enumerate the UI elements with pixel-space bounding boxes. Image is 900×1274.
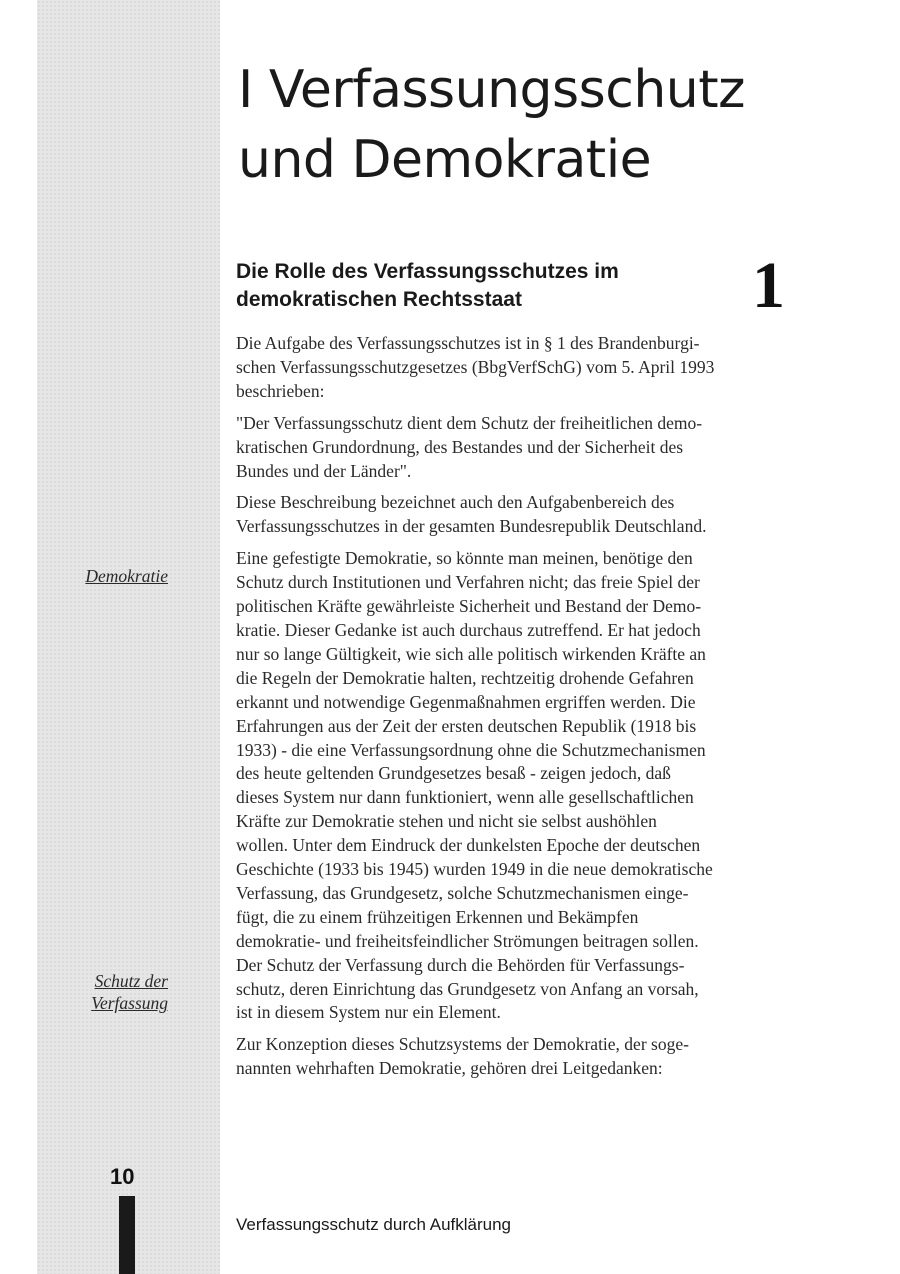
sidebar-band (37, 0, 220, 1274)
paragraph-line: Erfahrungen aus der Zeit der ersten deutschen Republik (1918 bis (236, 715, 697, 736)
paragraph (236, 332, 836, 404)
paragraph-line: Eine gefestigte Demokratie, so könnte man meinen, benötige den (236, 548, 693, 569)
paragraph-line: 1933) - die eine Verfassungsordnung ohne die Schutzmechanismen (236, 739, 706, 760)
paragraph-line: wollen. Unter dem Eindruck der dunkelsten Epoche der deutschen (236, 835, 701, 856)
paragraph-line: kratischen Grundordnung, des Bestandes und der Sicherheit des (236, 436, 684, 457)
margin-note-demokratie (40, 565, 168, 587)
margin-note-schutz-der-verfassung (40, 970, 168, 1014)
paragraph-line: "Der Verfassungsschutz dient dem Schutz der freiheitlichen demo- (236, 412, 703, 433)
paragraph-line: fügt, die zu einem frühzeitigen Erkennen und Bekämpfen (236, 906, 639, 927)
paragraph-line: Verfassungsschutzes in der gesamten Bundesrepublik Deutschland. (236, 516, 707, 537)
body-text (236, 332, 836, 1089)
paragraph-line: kratie. Dieser Gedanke ist auch durchaus zutreffend. Er hat jedoch (236, 619, 701, 640)
paragraph-line: beschrieben: (236, 380, 325, 401)
paragraph-line: die Regeln der Demokratie halten, rechtzeitig drohende Gefahren (236, 667, 694, 688)
paragraph-line: Der Schutz der Verfassung durch die Behörden für Verfassungs- (236, 954, 685, 975)
paragraph-line: Kräfte zur Demokratie stehen und nicht sie selbst aushöhlen (236, 811, 657, 832)
paragraph-line: dieses System nur dann funktioniert, wenn alle gesellschaftlichen (236, 787, 694, 808)
paragraph-line: schen Verfassungsschutzgesetzes (BbgVerfSchG) vom 5. April 1993 (236, 356, 715, 377)
chapter-title-line: und Demokratie (238, 130, 652, 190)
footer-title: Verfassungsschutz durch Aufklärung (236, 1215, 511, 1234)
section-title (236, 258, 619, 314)
chapter-title-line: I Verfassungsschutz (238, 60, 745, 120)
paragraph (236, 491, 836, 539)
paragraph (236, 1033, 836, 1081)
paragraph-line: Bundes und der Länder". (236, 460, 412, 481)
paragraph-line: erkannt und notwendige Gegenmaßnahmen ergriffen werden. Die (236, 691, 696, 712)
paragraph-line: des heute geltenden Grundgesetzes besaß - zeigen jedoch, daß (236, 763, 671, 784)
paragraph-line: Diese Beschreibung bezeichnet auch den Aufgabenbereich des (236, 492, 675, 513)
section-title-line: Die Rolle des Verfassungsschutzes im (236, 260, 619, 283)
paragraph-line: demokratie- und freiheitsfeindlicher Strömungen beitragen sollen. (236, 930, 699, 951)
paragraph-line: schutz, deren Einrichtung das Grundgesetz von Anfang an vorsah, (236, 978, 699, 999)
paragraph-line: politischen Kräfte gewährleiste Sicherheit und Bestand der Demo- (236, 596, 702, 617)
margin-note-line: Verfassung (91, 993, 168, 1013)
margin-note-line: Demokratie (85, 566, 168, 586)
section-title-line: demokratischen Rechtsstaat (236, 288, 522, 311)
section-number: 1 (752, 249, 785, 322)
paragraph (236, 547, 836, 1025)
paragraph-line: nannten wehrhaften Demokratie, gehören drei Leitgedanken: (236, 1058, 663, 1079)
paragraph-line: nur so lange Gültigkeit, wie sich alle politisch wirkenden Kräfte an (236, 643, 706, 664)
paragraph-line: Zur Konzeption dieses Schutzsystems der Demokratie, der soge- (236, 1034, 689, 1055)
chapter-title (238, 55, 745, 195)
margin-note-line: Schutz der (94, 971, 168, 991)
paragraph-line: Geschichte (1933 bis 1945) wurden 1949 in die neue demokratische (236, 859, 713, 880)
page-number: 10 (110, 1164, 135, 1189)
paragraph-line: Verfassung, das Grundgesetz, solche Schutzmechanismen einge- (236, 882, 689, 903)
paragraph (236, 412, 836, 484)
paragraph-line: ist in diesem System nur ein Element. (236, 1002, 501, 1023)
page-number-bar (119, 1196, 135, 1274)
paragraph-line: Schutz durch Institutionen und Verfahren nicht; das freie Spiel der (236, 572, 700, 593)
paragraph-line: Die Aufgabe des Verfassungsschutzes ist in § 1 des Brandenburgi- (236, 333, 700, 353)
